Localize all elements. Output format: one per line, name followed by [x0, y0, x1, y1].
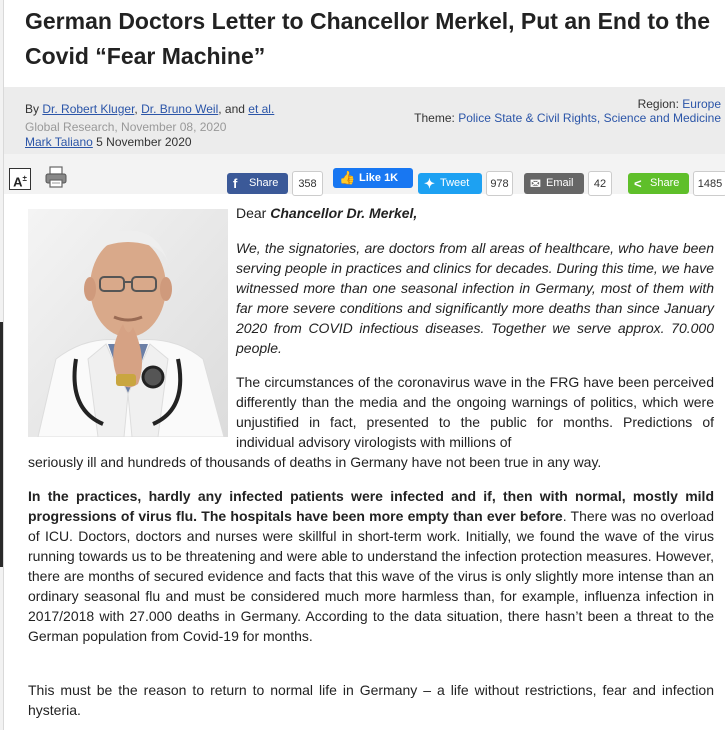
doctor-photo [28, 209, 228, 437]
facebook-like-button[interactable] [333, 168, 413, 188]
article-title: German Doctors Letter to Chancellor Merkel, Put an End to the Covid “Fear Machine” [25, 8, 711, 69]
paragraph-circumstances: The circumstances of the coronavirus wave in the FRG have been perceived differently than the media and the ongoing warnings of politics, which were unjustified in fact, presented to the public for months. Predictions of individual advisory virologists with millions of [236, 374, 714, 450]
tweet-label: Tweet [440, 177, 470, 189]
paragraph-practices [28, 486, 714, 646]
sharethis-count: 1485 [693, 171, 725, 196]
facebook-like-label: Like 1K [359, 172, 399, 184]
reposter-link[interactable]: Mark Taliano [25, 135, 93, 149]
byline [25, 101, 274, 117]
practices-bold-text: In the practices, hardly any infected patients were infected and if, then with normal, mostly mild progressions of virus flu. The hospitals have been more empty than ever before [28, 488, 714, 524]
byline-comma: , [134, 102, 138, 116]
tweet-button[interactable] [418, 173, 482, 194]
article-meta [4, 87, 725, 154]
printer-icon [44, 165, 68, 189]
region-line [638, 97, 721, 111]
author-link-kluger[interactable]: Dr. Robert Kluger [42, 102, 135, 116]
publication-date: Global Research, November 08, 2020 [25, 120, 227, 134]
region-link[interactable]: Europe [682, 97, 721, 111]
email-share-label: Email [546, 177, 574, 189]
paragraph-intro: We, the signatories, are doctors from all areas of healthcare, who have been serving people in practices and clinics for decades. During this time, we have witnessed more than one seasonal infection in Germany, most of them with far more severe conditions and significantly more deaths than since January 2020 from COVID infectious diseases. Together we serve approx. 70.000 people. [236, 240, 714, 356]
font-size-button[interactable] [9, 168, 31, 190]
sharethis-button[interactable] [628, 173, 689, 194]
facebook-share-count: 358 [292, 171, 323, 196]
thumbs-up-icon: 👍 [339, 170, 356, 185]
left-edge-marker [0, 322, 3, 567]
sharethis-label: Share [650, 177, 680, 189]
print-button[interactable] [44, 165, 68, 189]
envelope-icon: ✉ [530, 176, 541, 191]
paragraph-circumstances-continued: seriously ill and hundreds of thousands of deaths in Germany have not been true in any way. [28, 454, 602, 470]
tweet-count: 978 [486, 171, 513, 196]
author-link-weil[interactable]: Dr. Bruno Weil [141, 102, 219, 116]
facebook-share-label: Share [249, 177, 279, 189]
paragraph-return: This must be the reason to return to normal life in Germany – a life without restrictions, fear and infection hysteria. [28, 682, 714, 718]
greeting-prefix: Dear [236, 205, 267, 221]
byline-and: , and [218, 102, 245, 116]
byline-prefix: By [25, 102, 40, 116]
article-toolbar [4, 154, 725, 194]
font-size-icon: A [13, 174, 23, 190]
repost-line [25, 135, 192, 149]
greeting-name: Chancellor Dr. Merkel, [270, 205, 418, 221]
share-nodes-icon: < [634, 176, 642, 191]
letter-greeting [236, 203, 417, 223]
font-size-arrows: ± [22, 174, 27, 183]
region-label: Region: [637, 97, 679, 111]
theme-label: Theme: [414, 111, 455, 125]
twitter-bird-icon: ✦ [424, 176, 435, 191]
email-share-count: 42 [588, 171, 612, 196]
email-share-button[interactable] [524, 173, 584, 194]
facebook-share-button[interactable] [227, 173, 288, 194]
theme-link[interactable]: Police State & Civil Rights, Science and Medicine [458, 111, 721, 125]
facebook-icon: f [233, 176, 238, 191]
theme-line [414, 111, 721, 125]
repost-date: 5 November 2020 [96, 135, 192, 149]
practices-text: . There was no overload of ICU. Doctors, doctors and nurses were skillful in short-term work. Initially, we found the wave of the virus running towards us to be threatening and were able to understand the infection protection measures. However, there are months of secured evidence and facts that this wave of the virus is only slightly more intense than an ordinary seasonal flu and must be considered much more harmless than, for example, influenza infection in 2017/2018 with 27.000 deaths in Germany. According to the data situation, there hasn’t been a threat to the German population from Covid-19 for months. [28, 508, 714, 644]
author-link-etal[interactable]: et al. [248, 102, 275, 116]
